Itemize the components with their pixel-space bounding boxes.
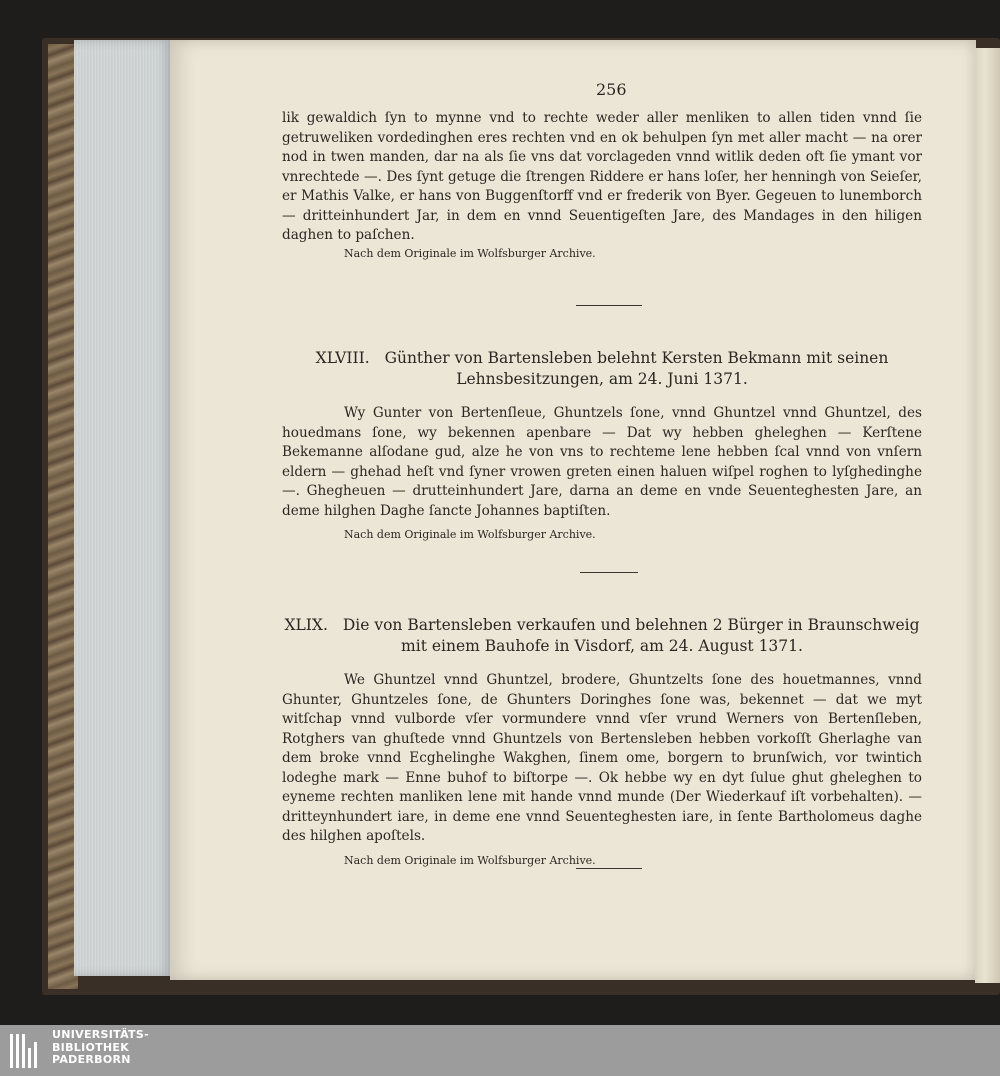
section-divider: [580, 572, 638, 573]
library-name: [52, 1029, 149, 1067]
library-footer: [0, 1025, 1000, 1076]
library-name-line: BIBLIOTHEK: [52, 1040, 130, 1054]
section-heading: [282, 615, 922, 657]
university-library-logo-icon: [10, 1034, 44, 1068]
library-name-line: PADERBORN: [52, 1053, 131, 1066]
section-number: XLIX.: [284, 616, 328, 634]
section-number: XLVIII.: [315, 349, 370, 367]
page-number: 256: [596, 80, 627, 99]
section-source-note: Nach dem Originale im Wolfsburger Archive.: [344, 853, 596, 867]
section-title: Die von Bartensleben verkaufen und belehnen 2 Bürger in Braunschweig mit einem Bauhofe in Visdorf, am 24. August 1371.: [342, 616, 920, 655]
section-source-note: Nach dem Originale im Wolfsburger Archive.: [344, 528, 596, 541]
intro-paragraph: lik gewaldich ſyn to mynne vnd to rechte weder aller menliken to allen tiden vnnd ſie getruweliken vordedinghen eres rechten vnd en ok behulpen ſyn met aller macht — na orer nod in twen manden, dar na als ſie vns dat vorclageden vnnd witlik deden oft ſie ymant vor vnrechtede —. Des ſynt getuge die ſtrengen Riddere er hans loſer, her henningh von Seieſer, er Mathis Valke, er hans von Buggenſtorff vnd er frederik von Byer. Gegeuen to lunemborch — dritteinhundert Jar, in dem en vnnd Seuentigeſten Jare, des Mandages in den hiligen daghen to paſchen.: [282, 110, 922, 243]
section-body: We Ghuntzel vnnd Ghuntzel, brodere, Ghuntzelts ſone des houetmannes, vnnd Ghunter, Ghuntzeles ſone, de Ghunters Doringhes ſone was, bekennet — dat we myt witſchap vnnd vulborde vſer vormundere vnnd vſer vrund Werners von Bertenſleben, Rotghers van ghuſtede vnnd Ghuntzels von Bertensleben hebben vorkoſſt Gherlaghe van dem broke vnnd Ecghelinghe Wakghen, ſinem ome, borgern to brunſwich, vor twintich lodeghe mark — Enne buhof to biſtorpe —. Ok hebbe wy en dyt ſulue ghut gheleghen to eyneme rechten manliken lene mit hande vnnd munde (Der Wiederkauf iſt vorbehalten). — dritteynhundert iare, in deme ene vnnd Seuenteghesten iare, in ſente Bartholomeus daghe des hilghen apoſtels.: [282, 672, 922, 844]
section-title: Günther von Bartensleben belehnt Kersten Bekmann mit seinen Lehnsbesitzungen, am 24. Juni 1371.: [384, 349, 889, 388]
page-stack-edge: [74, 40, 174, 976]
library-name-line: UNIVERSITÄTS-: [52, 1028, 149, 1041]
section-divider: [576, 305, 642, 306]
section-xlviii: [282, 348, 922, 543]
section-heading: [282, 348, 922, 390]
facing-page-edge: [975, 48, 1000, 983]
intro-source-note: Nach dem Originale im Wolfsburger Archive.: [344, 247, 596, 260]
section-body: Wy Gunter von Bertenſleue, Ghuntzels ſone, vnnd Ghuntzel vnnd Ghuntzel, des houedmans ſone, wy bekennen apenbare — Dat wy hebben gheleghen — Kerſtene Bekemanne alſodane gud, alze he von vns to rechteme lene hebben ſcal vnnd von vnſern eldern — ghehad heſt vnd ſyner vrowen greten einen haluen wiſpel roghen to lyſghedinghe —. Ghegheuen — drutteinhundert Jare, darna an deme en vnde Seuenteghesten Jare, an deme hilghen Daghe ſancte Johannes baptiſten.: [282, 405, 922, 519]
section-xlix: [282, 615, 922, 869]
section-divider: [576, 868, 642, 869]
